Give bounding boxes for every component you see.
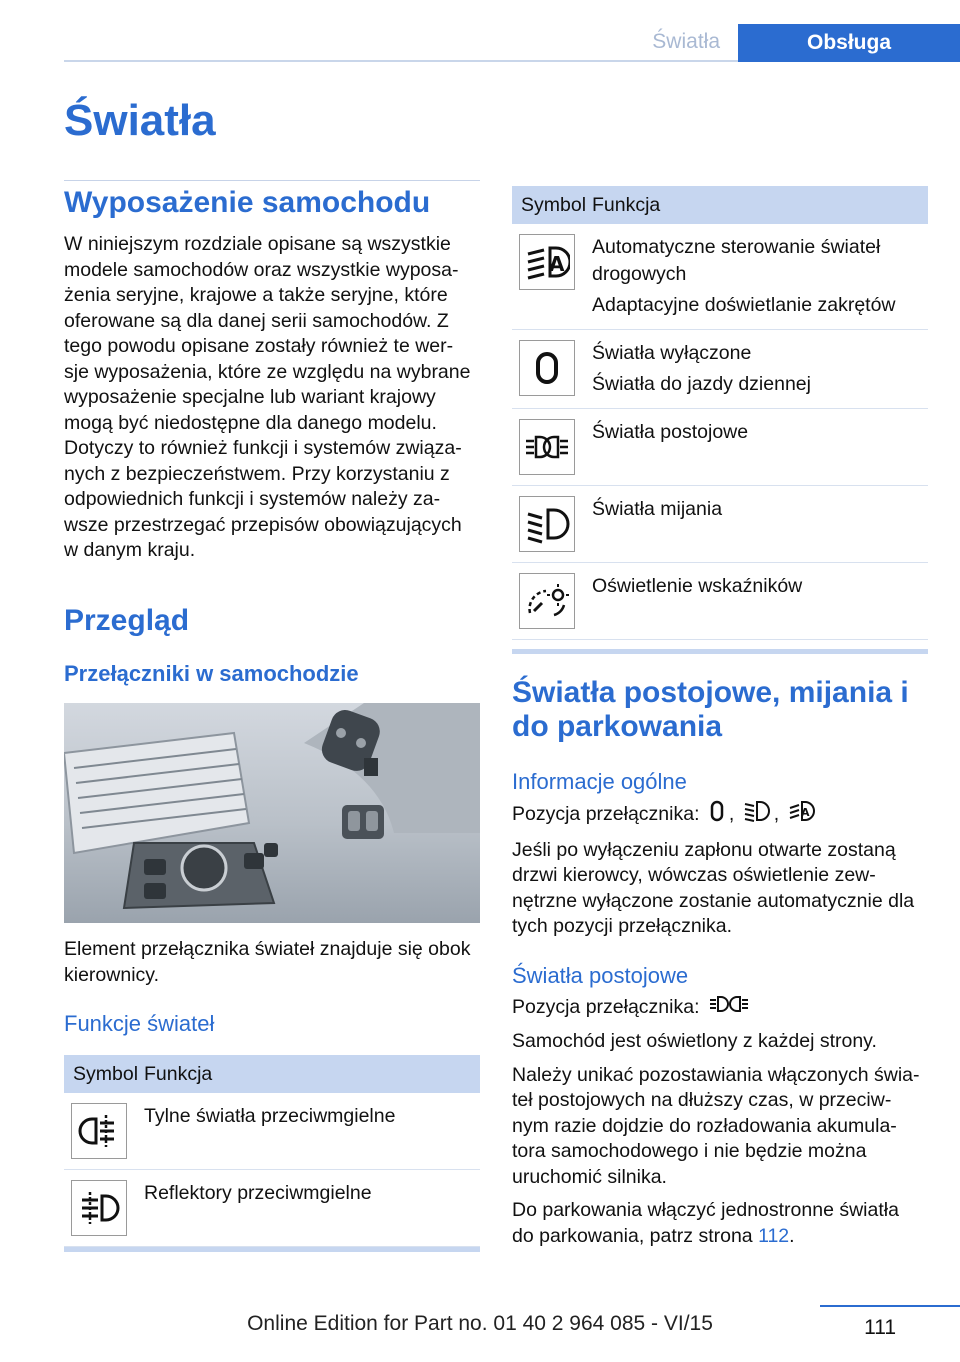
table-row: [512, 486, 928, 563]
parking-heading: Światła postojowe: [512, 962, 689, 988]
function-text: Światła wyłączone Światła do jazdy dziennej: [592, 330, 928, 409]
header-section: Światła: [652, 30, 720, 53]
auto-headlight-icon: [789, 800, 815, 830]
overview-section: [64, 604, 480, 688]
function-text: Oświetlenie wskaźników: [592, 563, 928, 640]
footer-edition: Online Edition for Part no. 01 40 2 964 085 - VI/15: [247, 1312, 713, 1335]
table-header-row: [64, 1055, 480, 1093]
switch-caption: Element przełącznika świateł znajduje się obok kierownicy.: [64, 938, 471, 986]
table-header-row: [512, 186, 928, 224]
page-number: 111: [864, 1316, 896, 1339]
col-symbol: Symbol: [64, 1055, 144, 1093]
rear-fog-light-icon: [71, 1103, 127, 1159]
parking-main-heading: Światła postojowe, mijania i do parkowania: [512, 676, 909, 743]
table-left: [64, 1055, 480, 1252]
function-text: Automatyczne sterowanie świateł drogowych Adaptacyjne doświetlanie zakrętów: [592, 224, 928, 330]
function-text: Światła mijania: [592, 486, 928, 563]
overview-heading: Przegląd: [64, 604, 190, 637]
dashboard-illustration: [64, 703, 480, 923]
function-text: Światła postojowe: [592, 409, 928, 486]
table-row: [64, 1093, 480, 1170]
equipment-heading: Wyposażenie samochodu: [64, 186, 431, 219]
function-text: Tylne światła przeciwmgielne: [144, 1093, 480, 1170]
header-tab[interactable]: Obsługa: [738, 24, 960, 62]
page-link[interactable]: 112: [758, 1224, 790, 1247]
table-row: [512, 563, 928, 640]
caption-section: [64, 937, 480, 1038]
table-end-rule: [64, 1247, 480, 1252]
front-fog-light-icon: [71, 1180, 127, 1236]
table-right: [512, 186, 928, 654]
svg-text:A: A: [549, 252, 565, 276]
col-symbol: Symbol: [512, 186, 592, 224]
parking-switch-line: Pozycja przełącznika:: [512, 994, 928, 1022]
title-rule: [64, 180, 480, 181]
equipment-section: [64, 186, 480, 564]
parking-light-icon: [519, 419, 575, 475]
col-function: Funkcja: [592, 186, 928, 224]
footer-rule: [820, 1305, 960, 1307]
parking-p1: Samochód jest oświetlony z każdej strony.: [512, 1030, 877, 1052]
parking-p2: Należy unikać pozostawiania włączonych świa‐ teł postojowych na dłuższy czas, w przeciw‐ nym razie dojdzie do rozładowania akumula‐ tora samochodowego i nie będzie można uruchomić silnika.: [512, 1063, 920, 1188]
functions-heading: Funkcje świateł: [64, 1011, 215, 1036]
lights-off-icon: [519, 340, 575, 396]
table-end-rule: [512, 649, 928, 654]
lights-off-icon: [709, 800, 725, 830]
table-row: [512, 330, 928, 409]
svg-text:A: A: [800, 806, 810, 819]
overview-subheading: Przełączniki w samochodzie: [64, 661, 359, 686]
light-switch-photo: [64, 703, 480, 923]
general-heading: Informacje ogólne: [512, 769, 687, 794]
parking-section: [512, 676, 928, 1249]
low-beam-icon: [519, 496, 575, 552]
page-title: Światła: [64, 96, 216, 145]
parking-p3: Do parkowania włączyć jednostronne światła do parkowania, patrz strona 112.: [512, 1199, 899, 1247]
general-text: Jeśli po wyłączeniu zapłonu otwarte zostaną drzwi kierowcy, wówczas oświetlenie zew‐ nętrzne wyłączone zostanie automatycznie dla tych pozycji przełącznika.: [512, 838, 915, 937]
instrument-lighting-icon: [519, 573, 575, 629]
auto-headlight-icon: [519, 234, 575, 290]
equipment-text: W niniejszym rozdziale opisane są wszystkie modele samochodów oraz wszystkie wyposa‐ żenia seryjne, krajowe a także seryjne, które oferowane są dla danej serii samochodów. Z tego powodu opisane zostały również te wer‐ sje wyposażenia, które ze względu na wybrane wyposażenie specjalne lub wariant krajowy mogą być niedostępne dla danego modelu. Dotyczy to również funkcji i systemów związa‐ nych z bezpieczeństwem. Przy korzystaniu z odpowiednich funkcji i systemów należy za‐ wsze przestrzegać przepisów obowiązujących w danym kraju.: [64, 233, 471, 561]
parking-light-icon: [709, 994, 749, 1022]
table-row: [512, 224, 928, 330]
table-row: [512, 409, 928, 486]
function-text: Reflektory przeciwmgielne: [144, 1170, 480, 1247]
switch-positions-line: Pozycja przełącznika: , , A: [512, 800, 928, 830]
table-row: [64, 1170, 480, 1247]
low-beam-icon: [744, 800, 770, 830]
switch-photo-wrap: [64, 703, 480, 923]
col-function: Funkcja: [144, 1055, 480, 1093]
